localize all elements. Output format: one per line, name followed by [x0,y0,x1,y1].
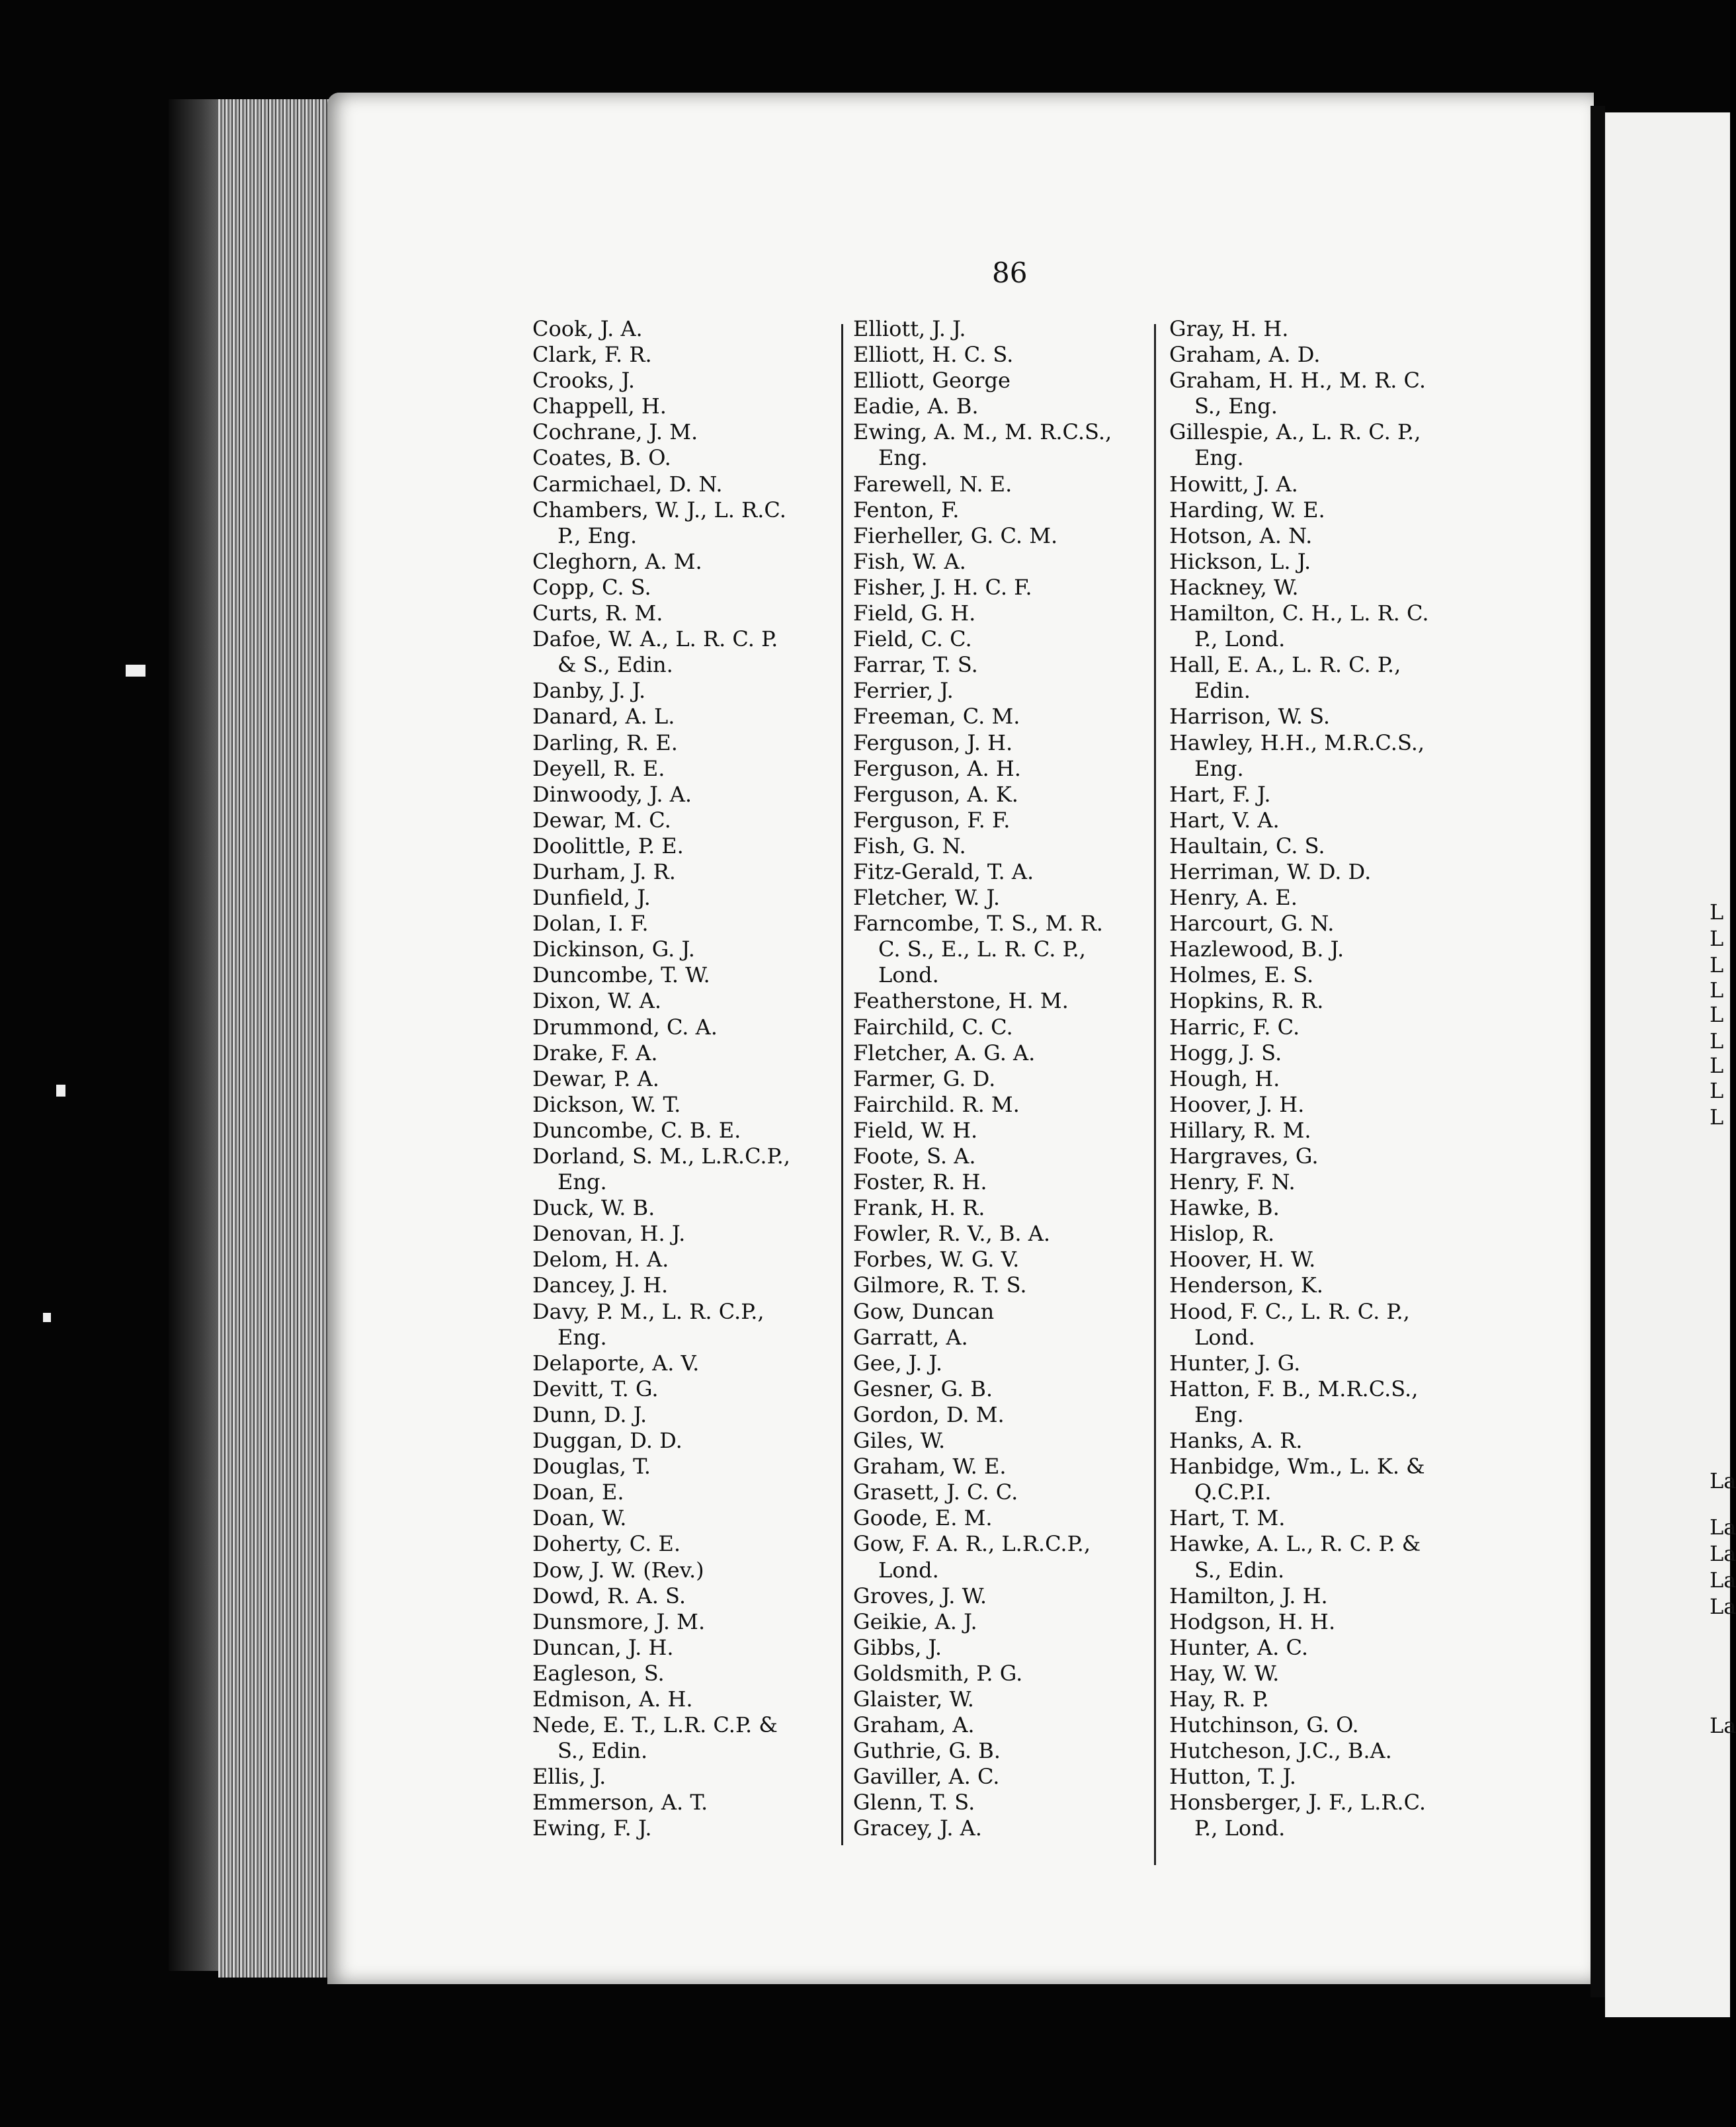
list-item: Groves, J. W. [853,1583,987,1608]
list-item: Dowd, R. A. S. [532,1583,686,1608]
list-item: Fowler, R. V., B. A. [853,1221,1051,1247]
list-item: Hawke, A. L., R. C. P. & [1169,1531,1421,1557]
list-item-continuation: Eng. [558,1324,607,1350]
column-rule-2 [1154,324,1156,1865]
list-item: Hotson, A. N. [1169,522,1313,548]
list-item: Ferguson, J. H. [853,730,1013,755]
list-item: Hawley, H.H., M.R.C.S., [1169,730,1425,755]
list-item: Ewing, F. J. [532,1815,652,1841]
list-item: Davy, P. M., L. R. C.P., [532,1298,765,1324]
list-item: Eadie, A. B. [853,394,979,419]
list-item: Deyell, R. E. [532,755,665,781]
list-item: Fitz-Gerald, T. A. [853,858,1034,884]
list-item: Harric, F. C. [1169,1014,1300,1040]
list-item: Elliott, H. C. S. [853,342,1014,368]
adjacent-page-fragment: L [1710,926,1724,951]
list-item: Dixon, W. A. [532,988,662,1014]
adjacent-page-fragment: La [1710,1541,1736,1566]
list-item: Foote, S. A. [853,1144,976,1169]
list-item: Delaporte, A. V. [532,1350,700,1376]
list-item: Farmer, G. D. [853,1065,996,1091]
list-item: Glaister, W. [853,1686,974,1712]
list-item: Hoover, J. H. [1169,1091,1305,1117]
list-item: Frank, H. R. [853,1195,985,1221]
list-item-continuation: S., Edin. [1194,1557,1285,1583]
list-item: Gillespie, A., L. R. C. P., [1169,419,1421,445]
list-item: Hamilton, J. H. [1169,1583,1328,1608]
list-item: Dunfield, J. [532,885,651,911]
adjacent-page-fragment: L [1710,1105,1724,1130]
list-item: Fenton, F. [853,497,960,522]
name-column-3 [1169,316,1429,1842]
list-item: Field, C. C. [853,626,972,652]
list-item: Hunter, J. G. [1169,1350,1301,1376]
list-item: Harding, W. E. [1169,497,1325,522]
list-item: Grasett, J. C. C. [853,1480,1018,1505]
list-item: Ferguson, A. K. [853,781,1018,807]
list-item-continuation: S., Eng. [1194,394,1278,419]
list-item: Hunter, A. C. [1169,1634,1309,1660]
list-item: Hazlewood, B. J. [1169,937,1344,962]
list-item-continuation: Lond. [878,1557,939,1583]
list-item: Duggan, D. D. [532,1428,682,1454]
list-item: Gracey, J. A. [853,1815,982,1841]
list-item: Gray, H. H. [1169,316,1289,341]
list-item: Hogg, J. S. [1169,1040,1282,1065]
list-item-continuation: Lond. [1194,1324,1255,1350]
list-item: Denovan, H. J. [532,1221,686,1247]
list-item: Dorland, S. M., L.R.C.P., [532,1144,790,1169]
list-item: Douglas, T. [532,1454,651,1480]
list-item: Nede, E. T., L.R. C.P. & [532,1712,778,1738]
list-item: Hamilton, C. H., L. R. C. [1169,601,1429,626]
list-item: Hough, H. [1169,1065,1280,1091]
list-item: Fletcher, W. J. [853,885,1000,911]
adjacent-page-fragment: L [1710,1028,1724,1054]
list-item: Chappell, H. [532,394,667,419]
list-item: Hart, V. A. [1169,807,1280,833]
list-item: Cochrane, J. M. [532,419,698,445]
list-item: Hackney, W. [1169,574,1299,600]
list-item: Devitt, T. G. [532,1376,659,1401]
list-item-continuation: Edin. [1194,678,1251,704]
list-item: Dickinson, G. J. [532,937,695,962]
list-item: Clark, F. R. [532,342,652,368]
list-item: Hutcheson, J.C., B.A. [1169,1738,1392,1764]
list-item: Henderson, K. [1169,1272,1323,1298]
adjacent-page-fragment: L [1710,952,1724,978]
list-item: Duncan, J. H. [532,1634,674,1660]
adjacent-page-fragment: La [1710,1594,1736,1619]
list-item: Doan, W. [532,1505,627,1531]
list-item: Fairchild, C. C. [853,1014,1013,1040]
list-item: Dancey, J. H. [532,1272,669,1298]
list-item: Hickson, L. J. [1169,548,1311,574]
list-item: Curts, R. M. [532,601,663,626]
list-item-continuation: Eng. [558,1169,607,1195]
list-item: Dinwoody, J. A. [532,781,692,807]
list-item: Crooks, J. [532,368,635,394]
list-item: Hislop, R. [1169,1221,1275,1247]
list-item-continuation: P., Lond. [1194,1815,1286,1841]
list-item-continuation: Eng. [1194,445,1244,471]
scan-speck [126,665,145,677]
list-item: Hay, R. P. [1169,1686,1269,1712]
list-item: Gordon, D. M. [853,1401,1005,1427]
adjacent-page-fragment: L [1710,1078,1724,1103]
list-item: Darling, R. E. [532,730,678,755]
list-item: Elliott, George [853,368,1011,394]
list-item: Foster, R. H. [853,1169,987,1195]
list-item: Fisher, J. H. C. F. [853,574,1032,600]
list-item: Doan, E. [532,1480,624,1505]
adjacent-page-fragment: L [1710,899,1724,925]
list-item: Dewar, P. A. [532,1065,659,1091]
list-item: Cook, J. A. [532,316,643,341]
page-number: 86 [992,257,1028,289]
list-item-continuation: & S., Edin. [558,652,673,678]
list-item: Copp, C. S. [532,574,651,600]
list-item: Freeman, C. M. [853,704,1020,730]
list-item: Garratt, A. [853,1324,968,1350]
list-item: Fierheller, G. C. M. [853,522,1058,548]
page-gutter [1591,106,1605,1997]
list-item: Gow, F. A. R., L.R.C.P., [853,1531,1091,1557]
list-item: Howitt, J. A. [1169,471,1298,497]
list-item: Ewing, A. M., M. R.C.S., [853,419,1112,445]
list-item: Henry, A. E. [1169,885,1298,911]
list-item: Duncombe, T. W. [532,962,710,988]
list-item: Hutchinson, G. O. [1169,1712,1359,1738]
column-rule-1 [841,324,843,1845]
list-item: Featherstone, H. M. [853,988,1069,1014]
list-item: Ferguson, F. F. [853,807,1011,833]
list-item-continuation: P., Lond. [1194,626,1286,652]
list-item: Coates, B. O. [532,445,671,471]
list-item: Hargraves, G. [1169,1144,1319,1169]
list-item: Graham, W. E. [853,1454,1007,1480]
list-item: Harrison, W. S. [1169,704,1331,730]
page-stack-edges [218,99,331,1978]
list-item: Hodgson, H. H. [1169,1608,1336,1634]
list-item: Goode, E. M. [853,1505,993,1531]
list-item: Gow, Duncan [853,1298,995,1324]
list-item: Dunn, D. J. [532,1401,647,1427]
list-item: Gilmore, R. T. S. [853,1272,1027,1298]
list-item: Duncombe, C. B. E. [532,1117,741,1143]
adjacent-page-fragment: L [1710,1002,1724,1027]
list-item: Fish, G. N. [853,833,966,858]
list-item: Farrar, T. S. [853,652,978,678]
list-item: Doolittle, P. E. [532,833,684,858]
list-item: Doherty, C. E. [532,1531,681,1557]
list-item: Glenn, T. S. [853,1790,975,1815]
list-item: Hanks, A. R. [1169,1428,1303,1454]
list-item: Honsberger, J. F., L.R.C. [1169,1790,1426,1815]
list-item: Hart, T. M. [1169,1505,1286,1531]
list-item: Goldsmith, P. G. [853,1660,1023,1686]
list-item: Hart, F. J. [1169,781,1271,807]
list-item: Hanbidge, Wm., L. K. & [1169,1454,1425,1480]
list-item: Ellis, J. [532,1764,606,1790]
list-item: Dafoe, W. A., L. R. C. P. [532,626,778,652]
list-item: Elliott, J. J. [853,316,966,341]
list-item-continuation: Q.C.P.I. [1194,1480,1272,1505]
list-item: Dolan, I. F. [532,911,649,937]
scan-speck [43,1313,51,1322]
list-item-continuation: Lond. [878,962,939,988]
list-item: Delom, H. A. [532,1247,669,1272]
list-item: Giles, W. [853,1428,946,1454]
list-item: Farewell, N. E. [853,471,1013,497]
list-item: Gibbs, J. [853,1634,942,1660]
list-item: Fletcher, A. G. A. [853,1040,1036,1065]
list-item: Field, W. H. [853,1117,978,1143]
list-item: Graham, A. [853,1712,975,1738]
adjacent-page-fragment: L [1710,978,1724,1003]
name-column-1 [532,316,790,1842]
list-item: Eagleson, S. [532,1660,665,1686]
list-item: Carmichael, D. N. [532,471,723,497]
list-item: Edmison, A. H. [532,1686,693,1712]
list-item: Chambers, W. J., L. R.C. [532,497,786,522]
list-item: Hall, E. A., L. R. C. P., [1169,652,1401,678]
list-item: Farncombe, T. S., M. R. [853,911,1103,937]
list-item: Drake, F. A. [532,1040,658,1065]
list-item: Hawke, B. [1169,1195,1280,1221]
list-item: Guthrie, G. B. [853,1738,1001,1764]
list-item: Graham, H. H., M. R. C. [1169,368,1426,394]
list-item: Danard, A. L. [532,704,675,730]
list-item: Forbes, W. G. V. [853,1247,1020,1272]
list-item: Henry, F. N. [1169,1169,1296,1195]
list-item: Field, G. H. [853,601,976,626]
list-item-continuation: S., Edin. [558,1738,648,1764]
list-item: Dickson, W. T. [532,1091,681,1117]
list-item: Gee, J. J. [853,1350,942,1376]
list-item: Hutton, T. J. [1169,1764,1296,1790]
list-item-continuation: Eng. [1194,1401,1244,1427]
adjacent-page-fragment: L [1710,1053,1724,1078]
list-item: Dow, J. W. (Rev.) [532,1557,704,1583]
list-item-continuation: P., Eng. [558,522,638,548]
list-item: Emmerson, A. T. [532,1790,708,1815]
list-item: Graham, A. D. [1169,342,1321,368]
list-item: Duck, W. B. [532,1195,655,1221]
list-item: Fish, W. A. [853,548,966,574]
adjacent-page-fragment: La [1710,1515,1736,1540]
list-item: Dunsmore, J. M. [532,1608,706,1634]
list-item: Dewar, M. C. [532,807,671,833]
list-item: Haultain, C. S. [1169,833,1325,858]
list-item: Hopkins, R. R. [1169,988,1324,1014]
list-item: Cleghorn, A. M. [532,548,702,574]
list-item-continuation: Eng. [878,445,928,471]
list-item: Hoover, H. W. [1169,1247,1316,1272]
list-item: Hillary, R. M. [1169,1117,1311,1143]
list-item: Durham, J. R. [532,858,676,884]
list-item: Ferrier, J. [853,678,954,704]
list-item: Drummond, C. A. [532,1014,718,1040]
list-item: Holmes, E. S. [1169,962,1314,988]
adjacent-page-fragment: La [1710,1468,1736,1493]
list-item-continuation: Eng. [1194,755,1244,781]
adjacent-page-fragment: La [1710,1567,1736,1593]
list-item: Danby, J. J. [532,678,646,704]
list-item: Herriman, W. D. D. [1169,858,1372,884]
name-column-2 [853,316,1112,1842]
list-item: Hood, F. C., L. R. C. P., [1169,1298,1410,1324]
scan-speck [56,1085,65,1097]
list-item: Gaviller, A. C. [853,1764,1000,1790]
list-item: Fairchild. R. M. [853,1091,1020,1117]
adjacent-page-fragment: La [1710,1713,1736,1738]
list-item-continuation: C. S., E., L. R. C. P., [878,937,1086,962]
list-item: Hay, W. W. [1169,1660,1280,1686]
list-item: Geikie, A. J. [853,1608,977,1634]
list-item: Ferguson, A. H. [853,755,1021,781]
list-item: Gesner, G. B. [853,1376,993,1401]
list-item: Hatton, F. B., M.R.C.S., [1169,1376,1419,1401]
list-item: Harcourt, G. N. [1169,911,1335,937]
